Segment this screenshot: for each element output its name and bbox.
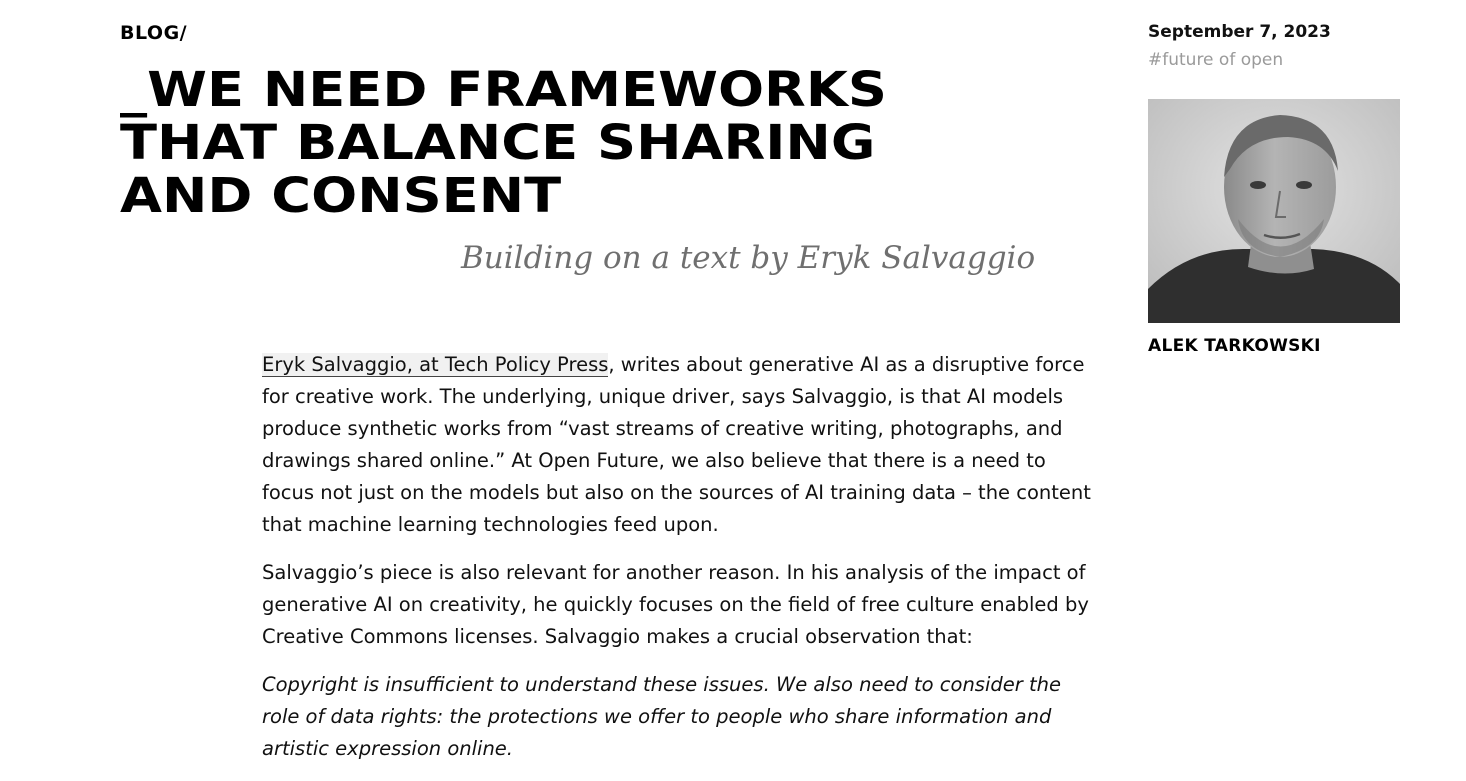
page-title-line-2: THAT BALANCE SHARING bbox=[120, 115, 876, 171]
post-tag-link[interactable]: #future of open bbox=[1148, 50, 1284, 70]
post-date: September 7, 2023 bbox=[1148, 22, 1331, 42]
author-name[interactable]: ALEK TARKOWSKI bbox=[1148, 336, 1321, 356]
article-paragraph-1-text: , writes about generative AI as a disruptive force for creative work. The underlying, unique driver, says Salvaggio, is that AI models produce synthetic works from “vast streams of creative writing, photographs, and drawings shared online.” At Open Future, we also believe that there is a need to focus not just on the models but also on the sources of AI training data – the content that machine learning technologies feed upon. bbox=[262, 353, 1091, 536]
page-title-line-1: _WE NEED FRAMEWORKS bbox=[120, 62, 887, 118]
author-photo[interactable] bbox=[1148, 99, 1400, 323]
article-body bbox=[262, 349, 1092, 781]
page-title-line-3: AND CONSENT bbox=[120, 168, 562, 224]
author-portrait-icon bbox=[1148, 99, 1400, 323]
post-sidebar bbox=[1148, 20, 1400, 358]
breadcrumb[interactable]: BLOG/ bbox=[120, 22, 188, 44]
article-quote: Copyright is insufficient to understand these issues. We also need to consider the role of data rights: the protections we offer to people who share information and artistic expression online. bbox=[262, 673, 1061, 760]
article-paragraph-1 bbox=[262, 349, 1092, 541]
page-subtitle: Building on a text by Eryk Salvaggio bbox=[461, 240, 1036, 276]
article-paragraph-2: Salvaggio’s piece is also relevant for another reason. In his analysis of the impact of generative AI on creativity, he quickly focuses on the field of free culture enabled by Creative Commons licenses. Salvaggio makes a crucial observation that: bbox=[262, 561, 1089, 648]
page-title bbox=[120, 64, 1092, 223]
source-article-link[interactable]: Eryk Salvaggio, at Tech Policy Press bbox=[262, 353, 609, 376]
